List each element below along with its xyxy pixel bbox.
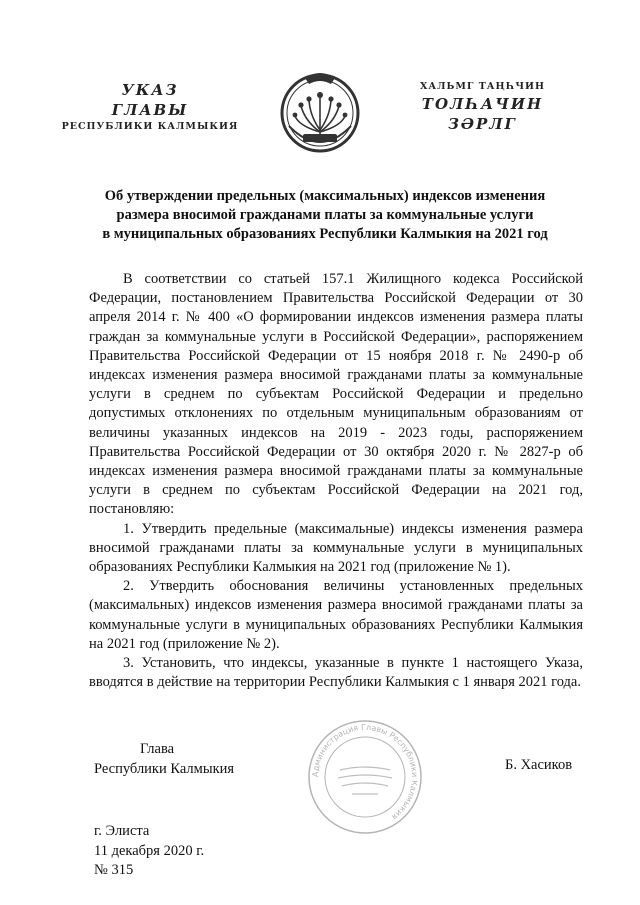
title-line3: в муниципальных образованиях Республики Калмыкия на 2021 год [102, 226, 548, 242]
footer-city: г. Элиста [94, 823, 150, 839]
header-left-line2: ГЛАВЫ [111, 101, 189, 119]
signatory-position [94, 739, 254, 779]
coat-of-arms-icon [275, 66, 365, 156]
footer-number: № 315 [94, 862, 134, 878]
footer-date: 11 декабря 2020 г. [94, 842, 205, 859]
clause-2-paragraph: 2. Утвердить обоснования величины установленных предельных (максимальных) индексов изменения размера вносимой гражданами платы за коммунальные услуги в муниципальных образованиях Республики Калмыкия на 2021 год (приложение № 2). [89, 578, 583, 652]
clause-3-paragraph: 3. Установить, что индексы, указанные в пункте 1 настоящего Указа, вводятся в действие на территории Республики Калмыкия с 1 января 2021 года. [89, 655, 583, 691]
svg-text:Администрация Главы Республики: Администрация Главы Республики Калмыкия [310, 722, 420, 822]
header-right-line1: ХАЛЬМГ ТАҢҺЧИН [420, 81, 545, 92]
header-right [395, 80, 570, 134]
document-body [89, 270, 583, 692]
title-line1: Об утверждении предельных (максимальных) индексов изменения [104, 188, 546, 204]
clause-1-paragraph: 1. Утвердить предельные (максимальные) индексы изменения размера вносимой гражданами платы за коммунальные услуги в муниципальных образованиях Республики Калмыкия на 2021 год (приложение № 1). [89, 520, 583, 576]
header-right-line3: ЗӘРЛГ [448, 115, 517, 133]
header-left-line3: РЕСПУБЛИКИ КАЛМЫКИЯ [61, 121, 239, 132]
signatory-position-line1: Глава [140, 741, 175, 757]
document-title [60, 187, 590, 244]
signatory-name: Б. Хасиков [505, 757, 573, 773]
header-left-line1: УКАЗ [121, 81, 179, 99]
header-left [60, 80, 240, 134]
preamble-paragraph: В соответствии со статьей 157.1 Жилищного кодекса Российской Федерации, постановлением Правительства Российской Федерации от 30 апреля 2014 г. № 400 «О формировании индексов изменения размера платы граждан за коммунальные услуги в Российской Федерации», распоряжением Правительства Российской Федерации от 15 ноября 2018 г. № 2490-р об индексах изменения размера вносимой гражданами платы за коммунальные услуги в среднем по субъектам Российской Федерации и предельно допустимых отклонениях по отдельным муниципальным образованиям от величины указанных индексов на 2019 - 2023 годы, распоряжением Правительства Российской Федерации от 30 октября 2020 г. № 2827-р об индексах изменения размера вносимой гражданами платы за коммунальные услуги в среднем по субъектам Российской Федерации на 2021 год, постановляю: [89, 271, 583, 518]
official-seal-stamp-icon [306, 718, 424, 836]
document-footer [94, 822, 204, 881]
signatory-position-line2: Республики Калмыкия [94, 761, 235, 777]
header-right-line2: ТОЛҺАЧИН [421, 95, 544, 113]
title-line2: размера вносимой гражданами платы за коммунальные услуги [116, 207, 534, 223]
